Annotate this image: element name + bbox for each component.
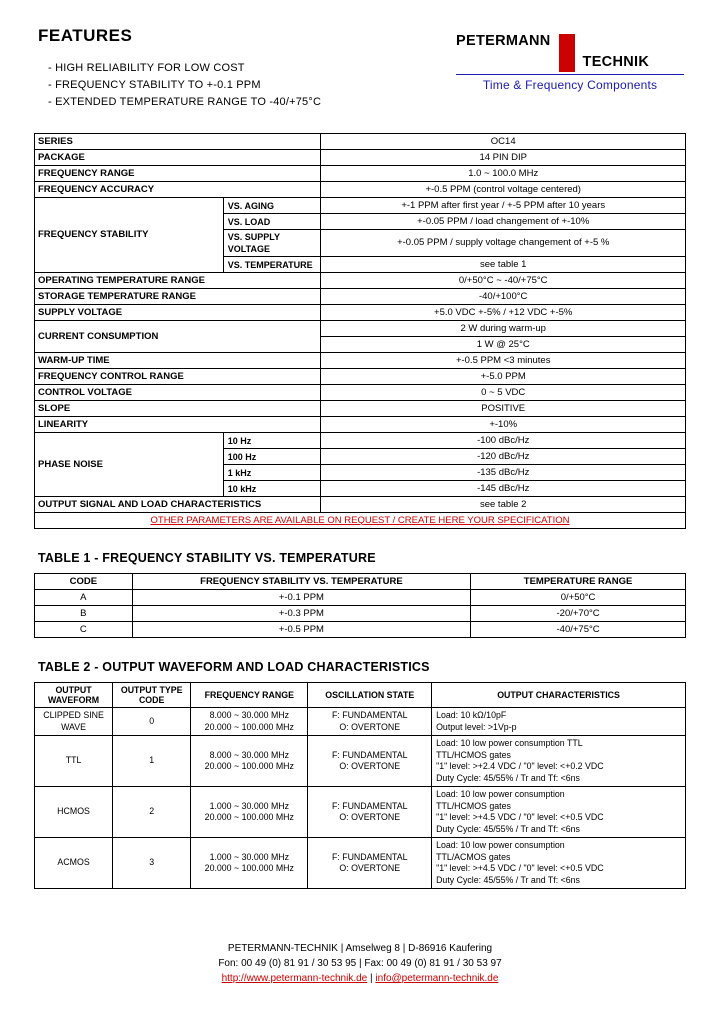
table1-header-code: CODE (35, 574, 133, 590)
table2-chars (432, 708, 686, 736)
table-row (35, 305, 686, 321)
table-row (35, 369, 686, 385)
spec-value: +-0.05 PPM / load changement of +-10% (321, 214, 686, 230)
spec-value: +-0.5 PPM <3 minutes (321, 353, 686, 369)
table-row (35, 134, 686, 150)
table-header-row (35, 683, 686, 708)
table1-cell: B (35, 606, 133, 622)
table-row (35, 433, 686, 449)
table2-title: TABLE 2 - OUTPUT WAVEFORM AND LOAD CHARACTERISTICS (38, 660, 430, 674)
table2-range (191, 838, 308, 889)
range-line: 20.000 ~ 100.000 MHz (204, 721, 294, 732)
table1-cell: +-0.5 PPM (132, 622, 471, 638)
logo-tagline: Time & Frequency Components (482, 78, 658, 92)
table-row (35, 838, 686, 889)
spec-value: 0/+50°C ~ -40/+75°C (321, 273, 686, 289)
footer-contact: Fon: 00 49 (0) 81 91 / 30 53 95 | Fax: 00 49 (0) 81 91 / 30 53 97 (218, 958, 502, 969)
spec-label: CONTROL VOLTAGE (35, 385, 321, 401)
spec-value: 14 PIN DIP (321, 150, 686, 166)
table2-chars (432, 736, 686, 787)
spec-value: +-5.0 PPM (321, 369, 686, 385)
spec-sublabel: VS. TEMPERATURE (223, 257, 321, 273)
spec-value: -120 dBc/Hz (321, 449, 686, 465)
chars-line: TTL/HCMOS gates (436, 749, 511, 760)
spec-note-link[interactable]: OTHER PARAMETERS ARE AVAILABLE ON REQUEST / CREATE HERE YOUR SPECIFICATION (35, 513, 686, 529)
chars-line: Output level: >1Vp-p (436, 721, 517, 732)
website-link[interactable]: http://www.petermann-technik.de (221, 973, 368, 984)
table2-header-waveform: OUTPUT WAVEFORM (35, 683, 113, 708)
spec-label: FREQUENCY STABILITY (35, 198, 224, 273)
table2-code: 3 (113, 838, 191, 889)
spec-sublabel: 10 kHz (223, 481, 321, 497)
specification-table (34, 133, 686, 529)
state-line: F: FUNDAMENTAL (331, 749, 408, 760)
table2-state (308, 787, 432, 838)
spec-value: +-1 PPM after first year / +-5 PPM after 10 years (321, 198, 686, 214)
table1-cell: C (35, 622, 133, 638)
spec-value: see table 1 (321, 257, 686, 273)
table1-cell: +-0.3 PPM (132, 606, 471, 622)
table2-range (191, 708, 308, 736)
table2-code: 2 (113, 787, 191, 838)
spec-label: FREQUENCY CONTROL RANGE (35, 369, 321, 385)
table2-header-outputchars: OUTPUT CHARACTERISTICS (432, 683, 686, 708)
table2-chars (432, 838, 686, 889)
logo-row (456, 34, 684, 72)
feature-list (48, 60, 321, 111)
table2-state (308, 736, 432, 787)
state-line: O: OVERTONE (339, 761, 401, 771)
table-row (35, 787, 686, 838)
table1-cell: +-0.1 PPM (132, 590, 471, 606)
spec-value: -135 dBc/Hz (321, 465, 686, 481)
spec-value: +-10% (321, 417, 686, 433)
range-line: 1.000 ~ 30.000 MHz (209, 851, 290, 862)
table2-code: 0 (113, 708, 191, 736)
spec-value: -100 dBc/Hz (321, 433, 686, 449)
page-title: FEATURES (38, 26, 133, 45)
state-line: O: OVERTONE (339, 721, 401, 732)
table2 (34, 682, 686, 889)
spec-label: SUPPLY VOLTAGE (35, 305, 321, 321)
table2-range (191, 787, 308, 838)
table-row (35, 182, 686, 198)
logo-technik-text: TECHNIK (582, 54, 650, 70)
table-row (35, 198, 686, 214)
footer-address: PETERMANN-TECHNIK | Amselweg 8 | D-86916 Kaufering (227, 943, 493, 954)
range-line: 20.000 ~ 100.000 MHz (204, 863, 294, 873)
table-row (35, 590, 686, 606)
spec-value: +-0.05 PPM / supply voltage changement of +-5 % (321, 230, 686, 257)
table2-header-freqrange: FREQUENCY RANGE (191, 683, 308, 708)
table2-waveform: CLIPPED SINE WAVE (35, 708, 113, 736)
table1 (34, 573, 686, 638)
table-row (35, 606, 686, 622)
chars-line: Duty Cycle: 45/55% / Tr and Tf: <6ns (436, 823, 580, 834)
range-line: 1.000 ~ 30.000 MHz (209, 800, 290, 811)
chars-line: Load: 10 kΩ/10pF (436, 710, 507, 720)
spec-label: SLOPE (35, 401, 321, 417)
spec-label: PACKAGE (35, 150, 321, 166)
table-row (35, 497, 686, 513)
spec-label: SERIES (35, 134, 321, 150)
spec-sublabel: VS. AGING (223, 198, 321, 214)
spec-value: -145 dBc/Hz (321, 481, 686, 497)
table1-cell: -40/+75°C (471, 622, 686, 638)
table-row (35, 321, 686, 337)
footer-links (0, 971, 720, 986)
table2-code: 1 (113, 736, 191, 787)
state-line: O: OVERTONE (339, 812, 401, 822)
table-row (35, 289, 686, 305)
feature-item: - FREQUENCY STABILITY TO +-0.1 PPM (48, 79, 261, 91)
chars-line: Load: 10 low power consumption (436, 789, 565, 799)
spec-value: OC14 (321, 134, 686, 150)
company-logo (456, 34, 684, 92)
logo-divider (456, 74, 684, 75)
table-row (35, 150, 686, 166)
spec-value: +5.0 VDC +-5% / +12 VDC +-5% (321, 305, 686, 321)
email-link[interactable]: info@petermann-technik.de (375, 973, 499, 984)
range-line: 8.000 ~ 30.000 MHz (209, 710, 290, 720)
spec-label: LINEARITY (35, 417, 321, 433)
spec-sublabel: VS. LOAD (223, 214, 321, 230)
table2-range (191, 736, 308, 787)
table-row (35, 353, 686, 369)
chars-line: TTL/HCMOS gates (436, 800, 511, 811)
logo-red-bar (559, 34, 575, 72)
footer-separator: | (370, 973, 373, 984)
state-line: F: FUNDAMENTAL (331, 710, 408, 720)
page-footer (0, 941, 720, 986)
features-block (34, 18, 321, 111)
feature-item: - HIGH RELIABILITY FOR LOW COST (48, 62, 245, 74)
spec-sublabel: 1 kHz (223, 465, 321, 481)
table-row (35, 513, 686, 529)
table-row (35, 622, 686, 638)
spec-value: 2 W during warm-up (321, 321, 686, 337)
table2-waveform: ACMOS (35, 838, 113, 889)
spec-value: 0 ~ 5 VDC (321, 385, 686, 401)
table1-cell: 0/+50°C (471, 590, 686, 606)
table-row (35, 417, 686, 433)
chars-line: Load: 10 low power consumption TTL (436, 738, 583, 748)
chars-line: "1" level: >+2.4 VDC / "0" level: <+0.2 VDC (436, 761, 604, 771)
table2-state (308, 838, 432, 889)
table1-title: TABLE 1 - FREQUENCY STABILITY VS. TEMPERATURE (38, 551, 376, 565)
table-row (35, 166, 686, 182)
spec-label: OPERATING TEMPERATURE RANGE (35, 273, 321, 289)
range-line: 20.000 ~ 100.000 MHz (204, 812, 294, 822)
state-line: F: FUNDAMENTAL (331, 851, 408, 862)
chars-line: Load: 10 low power consumption (436, 840, 565, 850)
chars-line: "1" level: >+4.5 VDC / "0" level: <+0.5 VDC (436, 863, 604, 873)
spec-value: +-0.5 PPM (control voltage centered) (321, 182, 686, 198)
table2-chars (432, 787, 686, 838)
spec-value: POSITIVE (321, 401, 686, 417)
spec-value: 1 W @ 25°C (321, 337, 686, 353)
spec-value: see table 2 (321, 497, 686, 513)
range-line: 20.000 ~ 100.000 MHz (204, 761, 294, 771)
table1-header-stability: FREQUENCY STABILITY VS. TEMPERATURE (132, 574, 471, 590)
spec-value: -40/+100°C (321, 289, 686, 305)
state-line: F: FUNDAMENTAL (331, 800, 408, 811)
spec-sublabel: 100 Hz (223, 449, 321, 465)
table-row (35, 736, 686, 787)
spec-label: FREQUENCY RANGE (35, 166, 321, 182)
spec-label: WARM-UP TIME (35, 353, 321, 369)
spec-label: OUTPUT SIGNAL AND LOAD CHARACTERISTICS (35, 497, 321, 513)
spec-label: PHASE NOISE (35, 433, 224, 497)
spec-label: CURRENT CONSUMPTION (35, 321, 321, 353)
table-row (35, 273, 686, 289)
feature-item: - EXTENDED TEMPERATURE RANGE TO -40/+75°C (48, 96, 322, 108)
table-header-row (35, 574, 686, 590)
spec-sublabel: 10 Hz (223, 433, 321, 449)
chars-line: TTL/ACMOS gates (436, 851, 511, 862)
spec-label: STORAGE TEMPERATURE RANGE (35, 289, 321, 305)
table1-cell: A (35, 590, 133, 606)
table2-header-oscstate: OSCILLATION STATE (308, 683, 432, 708)
chars-line: Duty Cycle: 45/55% / Tr and Tf: <6ns (436, 874, 580, 885)
table1-header-temprange: TEMPERATURE RANGE (471, 574, 686, 590)
range-line: 8.000 ~ 30.000 MHz (209, 749, 290, 760)
page-header (34, 18, 686, 111)
table-row (35, 708, 686, 736)
table-row (35, 401, 686, 417)
table2-header-typecode: OUTPUT TYPE CODE (113, 683, 191, 708)
table1-cell: -20/+70°C (471, 606, 686, 622)
table2-waveform: TTL (35, 736, 113, 787)
spec-value: 1.0 ~ 100.0 MHz (321, 166, 686, 182)
spec-label: FREQUENCY ACCURACY (35, 182, 321, 198)
table2-waveform: HCMOS (35, 787, 113, 838)
table2-state (308, 708, 432, 736)
spec-sublabel: VS. SUPPLY VOLTAGE (223, 230, 321, 257)
chars-line: "1" level: >+4.5 VDC / "0" level: <+0.5 VDC (436, 812, 604, 822)
table-row (35, 385, 686, 401)
chars-line: Duty Cycle: 45/55% / Tr and Tf: <6ns (436, 772, 580, 783)
logo-company-name: PETERMANN (456, 33, 551, 49)
state-line: O: OVERTONE (339, 863, 401, 873)
